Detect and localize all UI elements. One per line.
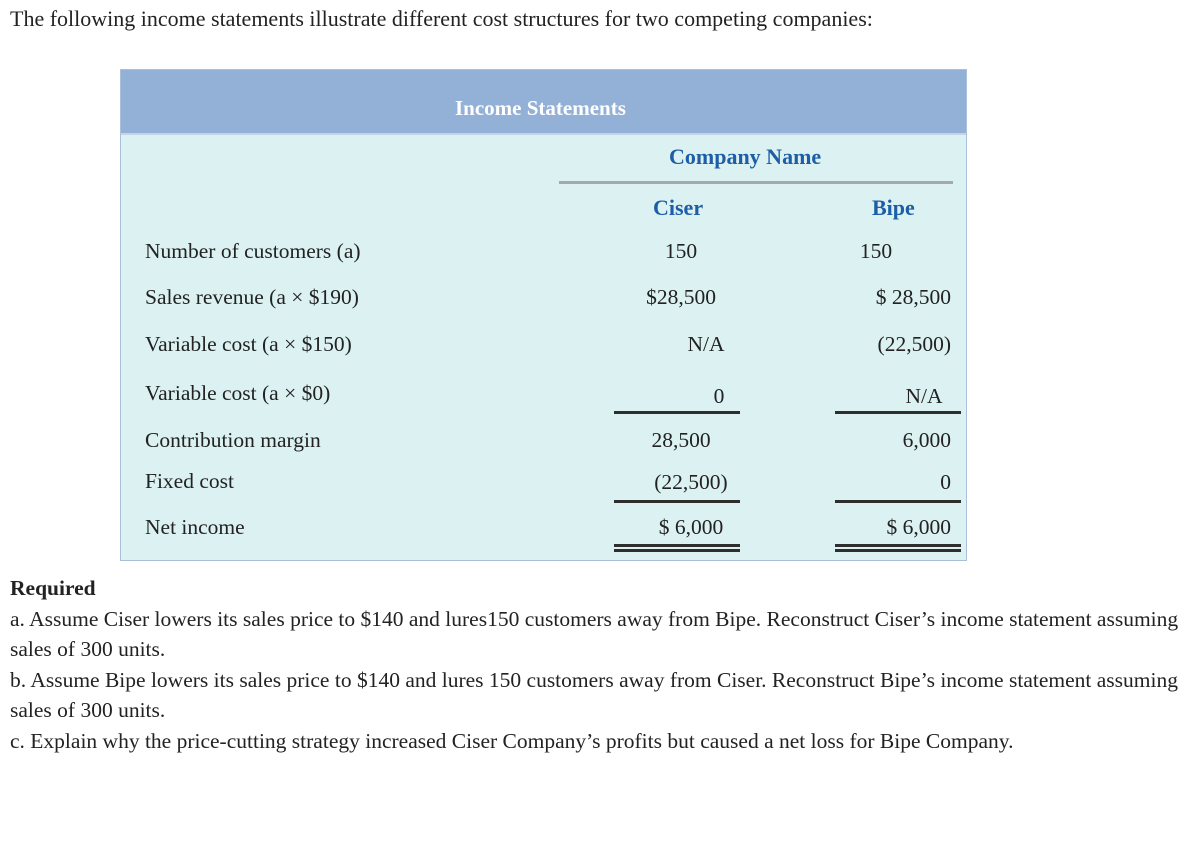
ciser-fixed-cost: (22,500) (654, 470, 728, 494)
panel-header (121, 70, 966, 135)
intro-text: The following income statements illustrate different cost structures for two competing companies: (10, 6, 873, 31)
company-name-heading: Company Name (669, 144, 822, 169)
bipe-variable-cost-0: N/A (905, 384, 943, 408)
required-heading: Required (10, 576, 96, 600)
column-header-ciser: Ciser (653, 195, 704, 220)
bipe-subtotal-rule (835, 411, 961, 414)
row-label-net-income: Net income (145, 515, 245, 539)
bipe-fixed-cost: 0 (940, 470, 951, 494)
ciser-variable-cost-0: 0 (713, 384, 725, 408)
row-label-variable-cost-0: Variable cost (a × $0) (145, 381, 331, 405)
company-name-rule (559, 181, 953, 184)
ciser-variable-cost-150: N/A (687, 332, 725, 356)
row-label-variable-cost-150: Variable cost (a × $150) (145, 332, 352, 356)
row-label-customers: Number of customers (a) (145, 239, 361, 263)
column-header-bipe: Bipe (872, 195, 915, 220)
bipe-total-rule (835, 500, 961, 503)
ciser-double-rule-bottom (614, 549, 740, 552)
required-item-b: b. Assume Bipe lowers its sales price to $140 and lures 150 customers away from Ciser. Reconstruct Bipe’s income statement assuming sales of 300 units. (10, 667, 1178, 722)
required-section (10, 573, 1180, 756)
ciser-contribution-margin: 28,500 (651, 428, 711, 452)
row-label-fixed-cost: Fixed cost (145, 469, 234, 493)
required-item-a: a. Assume Ciser lowers its sales price to $140 and lures150 customers away from Bipe. Reconstruct Ciser’s income statement assuming sales of 300 units. (10, 606, 1179, 661)
ciser-total-rule (614, 500, 740, 503)
bipe-customers: 150 (859, 239, 893, 263)
required-item-c: c. Explain why the price-cutting strategy increased Ciser Company’s profits but caused a net loss for Bipe Company. (10, 728, 1014, 753)
ciser-sales-revenue: $28,500 (646, 285, 716, 309)
bipe-net-income: $ 6,000 (886, 515, 951, 539)
ciser-subtotal-rule (614, 411, 740, 414)
income-statements-panel (120, 69, 967, 561)
panel-title: Income Statements (455, 96, 626, 120)
bipe-double-rule-bottom (835, 549, 961, 552)
ciser-customers: 150 (664, 239, 698, 263)
ciser-double-rule-top (614, 544, 740, 547)
bipe-double-rule-top (835, 544, 961, 547)
bipe-variable-cost-150: (22,500) (877, 332, 951, 356)
row-label-sales-revenue: Sales revenue (a × $190) (145, 285, 359, 309)
bipe-sales-revenue: $ 28,500 (875, 285, 951, 309)
ciser-net-income: $ 6,000 (658, 515, 724, 539)
bipe-contribution-margin: 6,000 (902, 428, 951, 452)
row-label-contribution-margin: Contribution margin (145, 428, 321, 452)
